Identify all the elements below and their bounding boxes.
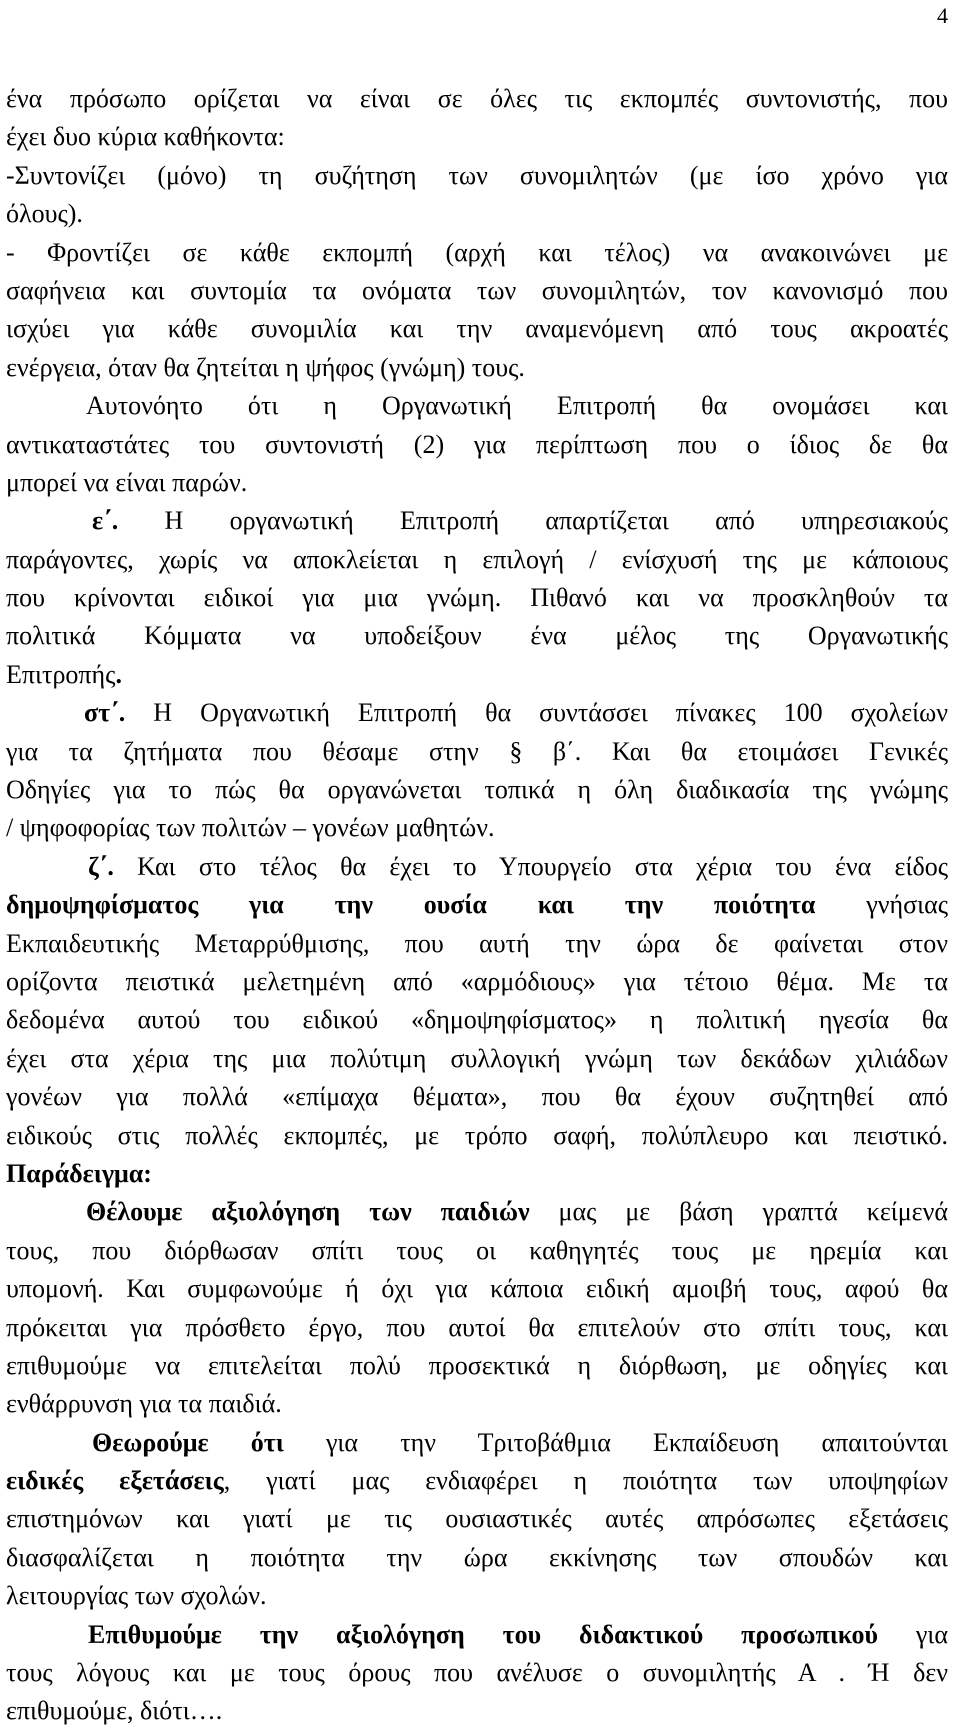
text-line: ειδικές εξετάσεις, γιατί μας ενδιαφέρει η ποιότητα των υποψηφίων — [6, 1466, 948, 1496]
text-line: όλους). — [6, 199, 83, 229]
text-line: έχει δυο κύρια καθήκοντα: — [6, 122, 285, 152]
text-line: έχει στα χέρια της μια πολύτιμη συλλογική γνώμη των δεκάδων χιλιάδων — [6, 1043, 948, 1073]
text-line: λειτουργίας των σχολών. — [6, 1581, 267, 1611]
text-line: σαφήνεια και συντομία τα ονόματα των συνομιλητών, τον κανονισμό που — [6, 275, 948, 305]
text-line: Θεωρούμε ότι για την Τριτοβάθμια Εκπαίδευση απαιτούνται — [92, 1427, 949, 1457]
text-line: διασφαλίζεται η ποιότητα την ώρα εκκίνησης των σπουδών και — [6, 1542, 948, 1572]
text-line: αντικαταστάτες του συντονιστή (2) για περίπτωση που ο ίδιος δε θα — [6, 429, 948, 459]
text-line: Εκπαιδευτικής Μεταρρύθμισης, που αυτή την ώρα δε φαίνεται στον — [6, 928, 948, 958]
text-line: τους λόγους και με τους όρους που ανέλυσε ο συνομιλητής Α . Ή δεν — [6, 1658, 948, 1688]
text-line: ένα πρόσωπο ορίζεται να είναι σε όλες τις εκπομπές συντονιστής, που — [6, 84, 948, 113]
text-line: ε΄. Η οργανωτική Επιτροπή απαρτίζεται από υπηρεσιακούς — [92, 506, 948, 536]
text-line: επιθυμούμε να επιτελείται πολύ προσεκτικά η διόρθωση, με οδηγίες και — [6, 1350, 948, 1380]
text-line: ορίζοντα πειστικά μελετημένη από «αρμόδιους» για τέτοιο θέμα. Με τα — [6, 966, 948, 996]
text-line: δημοψηφίσματος για την ουσία και την ποιότητα γνήσιας — [6, 890, 949, 920]
text-line: τους, που διόρθωσαν σπίτι τους οι καθηγητές τους με ηρεμία και — [6, 1235, 948, 1265]
text-line: - Φροντίζει σε κάθε εκπομπή (αρχή και τέλος) να ανακοινώνει με — [6, 237, 948, 267]
text-line: Οδηγίες για το πώς θα οργανώνεται τοπικά η όλη διαδικασία της γνώμης — [6, 775, 948, 805]
text-line: γονέων για πολλά «επίμαχα θέματα», που θα έχουν συζητηθεί από — [6, 1082, 948, 1112]
text-line: Παράδειγμα: — [6, 1158, 152, 1188]
text-line: Θέλουμε αξιολόγηση των παιδιών μας με βάση γραπτά κείμενά — [86, 1197, 948, 1227]
text-line: δεδομένα αυτού του ειδικού «δημοψηφίσματος» η πολιτική ηγεσία θα — [6, 1005, 948, 1035]
text-line: ειδικούς στις πολλές εκπομπές, με τρόπο σαφή, πολύπλευρο και πειστικό. — [6, 1120, 948, 1150]
text-line: υπομονή. Και συμφωνούμε ή όχι για κάποια ειδική αμοιβή τους, αφού θα — [6, 1274, 948, 1304]
text-line: επιθυμούμε, διότι…. — [6, 1696, 223, 1726]
text-line: Επιτροπής. — [6, 659, 122, 689]
document-body — [6, 80, 948, 1731]
text-line: / ψηφοφορίας των πολιτών – γονέων μαθητών. — [6, 813, 495, 843]
text-line: που κρίνονται ειδικοί για μια γνώμη. Πιθανό και να προσκληθούν τα — [6, 583, 948, 613]
text-line: παράγοντες, χωρίς να αποκλείεται η επιλογή / ενίσχυσή της με κάποιους — [6, 544, 948, 574]
text-line: ενθάρρυνση για τα παιδιά. — [6, 1389, 282, 1419]
text-line: ζ΄. Και στο τέλος θα έχει το Υπουργείο στα χέρια του ένα είδος — [88, 851, 948, 881]
text-line: Επιθυμούμε την αξιολόγηση του διδακτικού προσωπικού για — [88, 1619, 948, 1649]
text-line: Αυτονόητο ότι η Οργανωτική Επιτροπή θα ονομάσει και — [86, 391, 948, 421]
text-line: στ΄. Η Οργανωτική Επιτροπή θα συντάσσει πίνακες 100 σχολείων — [84, 698, 948, 728]
text-line: πρόκειται για πρόσθετο έργο, που αυτοί θα επιτελούν στο σπίτι τους, και — [6, 1312, 948, 1342]
page-number: 4 — [937, 3, 948, 28]
text-line: -Συντονίζει (μόνο) τη συζήτηση των συνομιλητών (με ίσο χρόνο για — [6, 160, 948, 190]
text-line: πολιτικά Κόμματα να υποδείξουν ένα μέλος της Οργανωτικής — [6, 621, 948, 651]
text-line: μπορεί να είναι παρών. — [6, 467, 248, 497]
text-line: επιστημόνων και γιατί με τις ουσιαστικές αυτές απρόσωπες εξετάσεις — [6, 1504, 948, 1534]
text-line: για τα ζητήματα που θέσαμε στην § β΄. Και θα ετοιμάσει Γενικές — [6, 736, 948, 766]
text-line: ισχύει για κάθε συνομιλία και την αναμενόμενη από τους ακροατές — [6, 314, 948, 344]
text-line: ενέργεια, όταν θα ζητείται η ψήφος (γνώμη) τους. — [6, 352, 525, 382]
